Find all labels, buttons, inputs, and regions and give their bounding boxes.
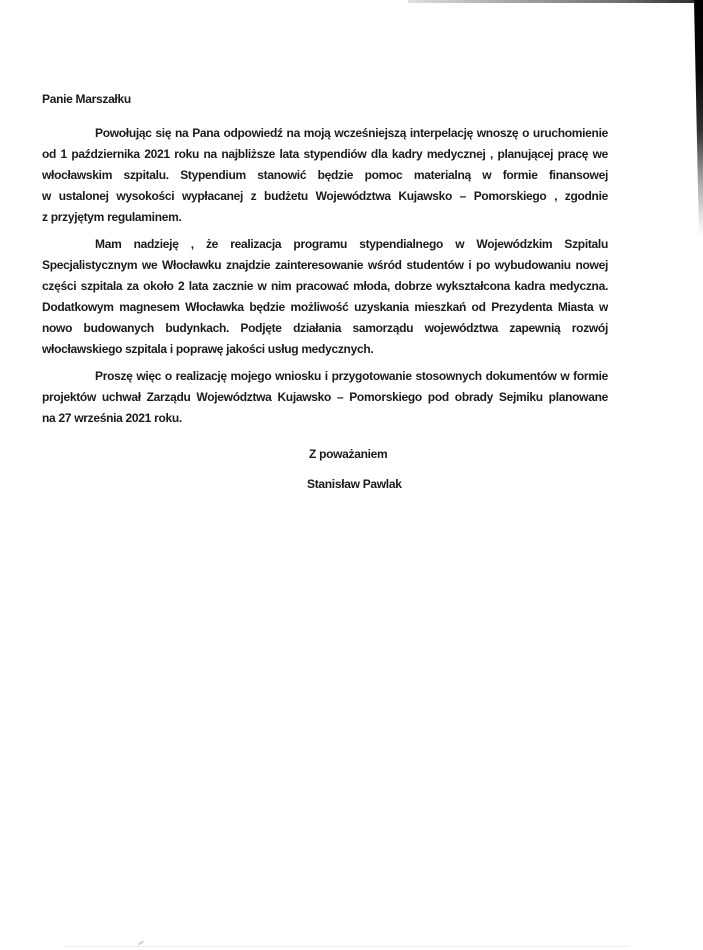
paragraph-2-line-2: Specjalistycznym we Włocławku znajdzie zainteresowanie wśród studentów i po wybudowaniu nowej bbox=[42, 258, 608, 272]
paragraph-1-line-5: z przyjętym regulaminem. bbox=[42, 210, 182, 224]
paragraph-2 bbox=[42, 234, 608, 360]
salutation: Panie Marszałku bbox=[42, 92, 131, 106]
letter-body bbox=[42, 89, 608, 495]
scan-artifact-top-edge bbox=[408, 0, 703, 3]
paragraph-2-line-1: Mam nadzieję , że realizacja programu stypendialnego w Wojewódzkim Szpitalu bbox=[95, 237, 608, 251]
signature-name: Stanisław Pawlak bbox=[307, 477, 402, 491]
closing-block bbox=[42, 444, 608, 495]
paragraph-2-line-4: Dodatkowym magnesem Włocławka będzie możliwość uzyskania mieszkań od Prezydenta Miasta w bbox=[42, 300, 608, 314]
paragraph-1-line-4: w ustalonej wysokości wypłacanej z budżetu Województwa Kujawsko – Pomorskiego , zgodnie bbox=[42, 189, 608, 203]
paragraph-1-line-1: Powołując się na Pana odpowiedź na moją wcześniejszą interpelację wnoszę o uruchomienie bbox=[95, 126, 608, 140]
paragraph-2-line-5: nowo budowanych budynkach. Podjęte działania samorządu województwa zapewnią rozwój bbox=[42, 321, 608, 335]
paragraph-2-line-3: części szpitala za około 2 lata zacznie w nim pracować młoda, dobrze wykształcona kadra medyczna. bbox=[42, 279, 608, 293]
scan-artifact-bottom-line bbox=[64, 946, 630, 947]
paragraph-3 bbox=[42, 366, 608, 429]
scan-artifact-bottom-mark bbox=[138, 940, 144, 945]
paragraph-2-line-6: włocławskiego szpitala i poprawę jakości usług medycznych. bbox=[42, 342, 374, 356]
paragraph-3-line-2: projektów uchwał Zarządu Województwa Kujawsko – Pomorskiego pod obrady Sejmiku planowane bbox=[42, 390, 608, 404]
paragraph-1-line-2: od 1 października 2021 roku na najbliższe lata stypendiów dla kadry medycznej , planującej pracę we bbox=[42, 147, 608, 161]
paragraph-3-line-3: na 27 września 2021 roku. bbox=[42, 411, 182, 425]
paragraph-3-line-1: Proszę więc o realizację mojego wniosku i przygotowanie stosownych dokumentów w formie bbox=[95, 369, 608, 383]
paragraph-1 bbox=[42, 123, 608, 228]
closing-phrase: Z poważaniem bbox=[309, 447, 388, 461]
scan-artifact-right-edge bbox=[694, 0, 703, 235]
paragraph-1-line-3: włocławskim szpitalu. Stypendium stanowić będzie pomoc materialną w formie finansowej bbox=[42, 168, 608, 182]
